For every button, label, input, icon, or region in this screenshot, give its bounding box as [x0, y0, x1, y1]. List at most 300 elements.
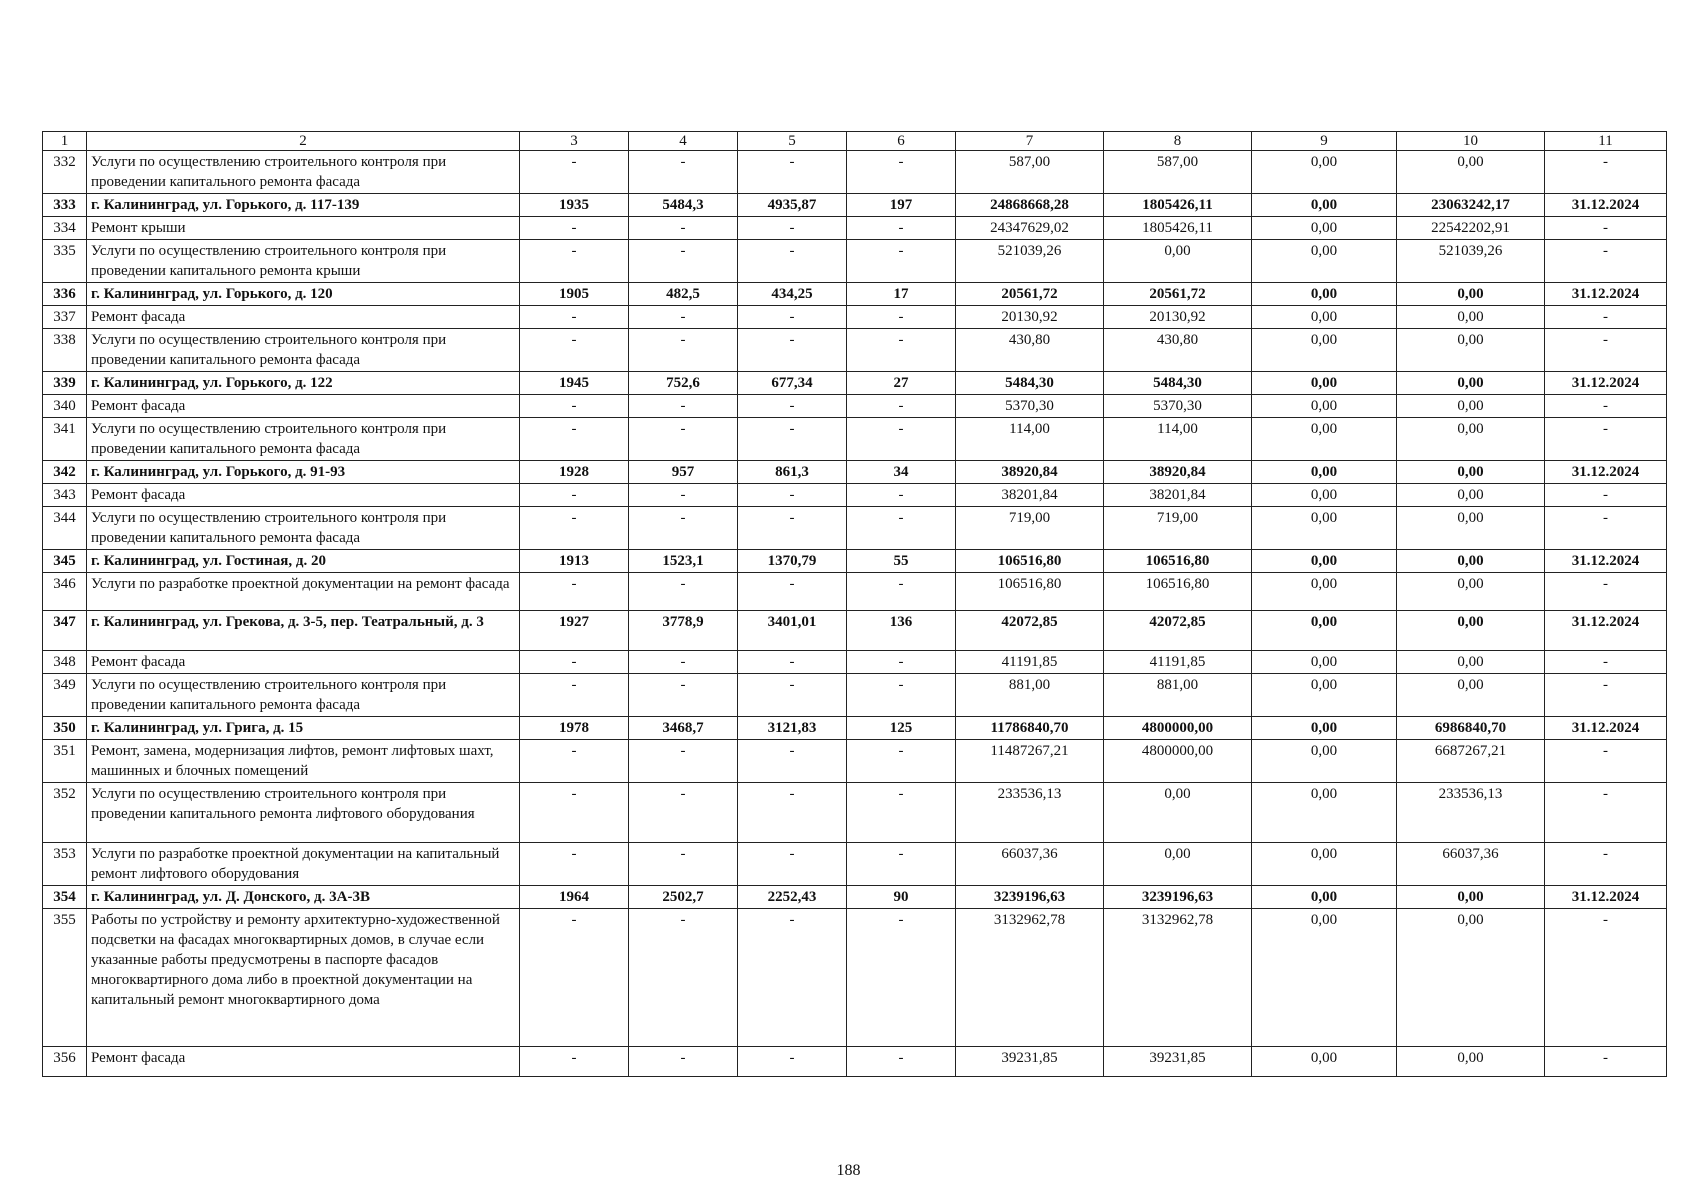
col6-cell: 197 — [847, 194, 956, 217]
description-cell: Услуги по осуществлению строительного контроля при проведении капитального ремонта крыши — [87, 240, 520, 283]
col3-cell: - — [520, 1047, 629, 1077]
col6-cell: 17 — [847, 283, 956, 306]
col11-cell: 31.12.2024 — [1545, 717, 1667, 740]
col4-cell: - — [629, 418, 738, 461]
row-number-cell: 332 — [43, 151, 87, 194]
col5-cell: - — [738, 484, 847, 507]
header-cell-col-9: 9 — [1252, 132, 1397, 151]
work-item-row — [43, 1047, 1667, 1077]
col6-cell: - — [847, 418, 956, 461]
header-cell-col-11: 11 — [1545, 132, 1667, 151]
col11-cell: 31.12.2024 — [1545, 372, 1667, 395]
col4-cell: 3778,9 — [629, 611, 738, 651]
col3-cell: 1935 — [520, 194, 629, 217]
col6-cell: 125 — [847, 717, 956, 740]
col7-cell: 39231,85 — [956, 1047, 1104, 1077]
col10-cell: 0,00 — [1397, 611, 1545, 651]
col4-cell: - — [629, 217, 738, 240]
col6-cell: - — [847, 740, 956, 783]
row-number-cell: 340 — [43, 395, 87, 418]
col3-cell: 1927 — [520, 611, 629, 651]
row-number-cell: 350 — [43, 717, 87, 740]
col9-cell: 0,00 — [1252, 783, 1397, 843]
work-item-row — [43, 418, 1667, 461]
col3-cell: 1905 — [520, 283, 629, 306]
col5-cell: - — [738, 573, 847, 611]
description-cell: Услуги по осуществлению строительного контроля при проведении капитального ремонта фасада — [87, 507, 520, 550]
header-cell-col-4: 4 — [629, 132, 738, 151]
description-cell: Ремонт, замена, модернизация лифтов, ремонт лифтовых шахт, машинных и блочных помещений — [87, 740, 520, 783]
header-cell-col-7: 7 — [956, 132, 1104, 151]
row-number-cell: 354 — [43, 886, 87, 909]
row-number-cell: 348 — [43, 651, 87, 674]
col10-cell: 0,00 — [1397, 909, 1545, 1047]
col9-cell: 0,00 — [1252, 283, 1397, 306]
col6-cell: - — [847, 573, 956, 611]
col6-cell: - — [847, 217, 956, 240]
col5-cell: - — [738, 843, 847, 886]
col9-cell: 0,00 — [1252, 573, 1397, 611]
col9-cell: 0,00 — [1252, 651, 1397, 674]
col8-cell: 1805426,11 — [1104, 194, 1252, 217]
col9-cell: 0,00 — [1252, 484, 1397, 507]
col6-cell: - — [847, 1047, 956, 1077]
col9-cell: 0,00 — [1252, 507, 1397, 550]
description-cell: г. Калининград, ул. Грекова, д. 3-5, пер. Театральный, д. 3 — [87, 611, 520, 651]
col3-cell: - — [520, 573, 629, 611]
col7-cell: 106516,80 — [956, 550, 1104, 573]
col9-cell: 0,00 — [1252, 372, 1397, 395]
col3-cell: - — [520, 651, 629, 674]
col11-cell: - — [1545, 651, 1667, 674]
col9-cell: 0,00 — [1252, 217, 1397, 240]
col10-cell: 0,00 — [1397, 372, 1545, 395]
col3-cell: 1945 — [520, 372, 629, 395]
col7-cell: 38920,84 — [956, 461, 1104, 484]
header-cell-col-1: 1 — [43, 132, 87, 151]
col4-cell: - — [629, 783, 738, 843]
work-item-row — [43, 395, 1667, 418]
col8-cell: 5484,30 — [1104, 372, 1252, 395]
header-cell-col-3: 3 — [520, 132, 629, 151]
description-cell: Ремонт фасада — [87, 306, 520, 329]
col5-cell: 2252,43 — [738, 886, 847, 909]
col8-cell: 20130,92 — [1104, 306, 1252, 329]
address-row — [43, 550, 1667, 573]
col4-cell: - — [629, 329, 738, 372]
col9-cell: 0,00 — [1252, 1047, 1397, 1077]
col8-cell: 0,00 — [1104, 843, 1252, 886]
description-cell: г. Калининград, ул. Гостиная, д. 20 — [87, 550, 520, 573]
col8-cell: 4800000,00 — [1104, 740, 1252, 783]
col3-cell: - — [520, 306, 629, 329]
col7-cell: 11487267,21 — [956, 740, 1104, 783]
col10-cell: 23063242,17 — [1397, 194, 1545, 217]
description-cell: Услуги по осуществлению строительного контроля при проведении капитального ремонта фасада — [87, 329, 520, 372]
col3-cell: - — [520, 418, 629, 461]
col5-cell: - — [738, 1047, 847, 1077]
col3-cell: - — [520, 783, 629, 843]
col3-cell: - — [520, 507, 629, 550]
col5-cell: - — [738, 329, 847, 372]
col10-cell: 0,00 — [1397, 507, 1545, 550]
col4-cell: - — [629, 909, 738, 1047]
col5-cell: - — [738, 507, 847, 550]
col8-cell: 4800000,00 — [1104, 717, 1252, 740]
row-number-cell: 349 — [43, 674, 87, 717]
col3-cell: - — [520, 395, 629, 418]
col7-cell: 38201,84 — [956, 484, 1104, 507]
col6-cell: - — [847, 306, 956, 329]
col6-cell: 27 — [847, 372, 956, 395]
col10-cell: 6986840,70 — [1397, 717, 1545, 740]
col7-cell: 3239196,63 — [956, 886, 1104, 909]
col10-cell: 0,00 — [1397, 151, 1545, 194]
col11-cell: - — [1545, 395, 1667, 418]
col6-cell: - — [847, 329, 956, 372]
description-cell: г. Калининград, ул. Д. Донского, д. 3А-3В — [87, 886, 520, 909]
col10-cell: 233536,13 — [1397, 783, 1545, 843]
col8-cell: 114,00 — [1104, 418, 1252, 461]
col11-cell: - — [1545, 240, 1667, 283]
col8-cell: 38201,84 — [1104, 484, 1252, 507]
col9-cell: 0,00 — [1252, 240, 1397, 283]
row-number-cell: 341 — [43, 418, 87, 461]
row-number-cell: 347 — [43, 611, 87, 651]
row-number-cell: 356 — [43, 1047, 87, 1077]
row-number-cell: 336 — [43, 283, 87, 306]
address-row — [43, 194, 1667, 217]
col8-cell: 42072,85 — [1104, 611, 1252, 651]
col3-cell: 1978 — [520, 717, 629, 740]
col11-cell: - — [1545, 151, 1667, 194]
row-number-cell: 333 — [43, 194, 87, 217]
col8-cell: 3132962,78 — [1104, 909, 1252, 1047]
work-item-row — [43, 484, 1667, 507]
col9-cell: 0,00 — [1252, 329, 1397, 372]
description-cell: Ремонт фасада — [87, 1047, 520, 1077]
col11-cell: - — [1545, 484, 1667, 507]
col10-cell: 0,00 — [1397, 395, 1545, 418]
col3-cell: - — [520, 740, 629, 783]
description-cell: Ремонт крыши — [87, 217, 520, 240]
row-number-cell: 345 — [43, 550, 87, 573]
col11-cell: 31.12.2024 — [1545, 550, 1667, 573]
col8-cell: 41191,85 — [1104, 651, 1252, 674]
col9-cell: 0,00 — [1252, 151, 1397, 194]
col6-cell: - — [847, 843, 956, 886]
col11-cell: 31.12.2024 — [1545, 461, 1667, 484]
description-cell: г. Калининград, ул. Грига, д. 15 — [87, 717, 520, 740]
col6-cell: - — [847, 651, 956, 674]
header-cell-col-10: 10 — [1397, 132, 1545, 151]
header-cell-col-2: 2 — [87, 132, 520, 151]
col10-cell: 66037,36 — [1397, 843, 1545, 886]
col5-cell: - — [738, 418, 847, 461]
col7-cell: 42072,85 — [956, 611, 1104, 651]
col7-cell: 41191,85 — [956, 651, 1104, 674]
col7-cell: 5370,30 — [956, 395, 1104, 418]
row-number-cell: 334 — [43, 217, 87, 240]
col10-cell: 0,00 — [1397, 1047, 1545, 1077]
col5-cell: - — [738, 217, 847, 240]
row-number-cell: 337 — [43, 306, 87, 329]
description-cell: Ремонт фасада — [87, 651, 520, 674]
col4-cell: - — [629, 651, 738, 674]
col4-cell: - — [629, 484, 738, 507]
col4-cell: - — [629, 740, 738, 783]
row-number-cell: 352 — [43, 783, 87, 843]
col4-cell: 1523,1 — [629, 550, 738, 573]
header-cell-col-5: 5 — [738, 132, 847, 151]
col3-cell: - — [520, 151, 629, 194]
address-row — [43, 372, 1667, 395]
work-item-row — [43, 217, 1667, 240]
col3-cell: - — [520, 484, 629, 507]
work-item-row — [43, 507, 1667, 550]
col9-cell: 0,00 — [1252, 395, 1397, 418]
col5-cell: - — [738, 306, 847, 329]
address-row — [43, 283, 1667, 306]
col4-cell: - — [629, 306, 738, 329]
col3-cell: - — [520, 909, 629, 1047]
col10-cell: 0,00 — [1397, 484, 1545, 507]
col5-cell: 4935,87 — [738, 194, 847, 217]
work-item-row — [43, 843, 1667, 886]
col8-cell: 587,00 — [1104, 151, 1252, 194]
header-cell-col-8: 8 — [1104, 132, 1252, 151]
col11-cell: - — [1545, 329, 1667, 372]
col3-cell: 1928 — [520, 461, 629, 484]
header-row — [43, 132, 1667, 151]
row-number-cell: 353 — [43, 843, 87, 886]
description-cell: Услуги по осуществлению строительного контроля при проведении капитального ремонта фасада — [87, 151, 520, 194]
description-cell: Ремонт фасада — [87, 484, 520, 507]
col8-cell: 5370,30 — [1104, 395, 1252, 418]
col4-cell: 3468,7 — [629, 717, 738, 740]
col4-cell: - — [629, 674, 738, 717]
address-row — [43, 461, 1667, 484]
col5-cell: 3121,83 — [738, 717, 847, 740]
col3-cell: 1964 — [520, 886, 629, 909]
col8-cell: 38920,84 — [1104, 461, 1252, 484]
description-cell: г. Калининград, ул. Горького, д. 91-93 — [87, 461, 520, 484]
col11-cell: - — [1545, 217, 1667, 240]
col11-cell: - — [1545, 674, 1667, 717]
col8-cell: 0,00 — [1104, 783, 1252, 843]
col6-cell: 55 — [847, 550, 956, 573]
col8-cell: 39231,85 — [1104, 1047, 1252, 1077]
col8-cell: 3239196,63 — [1104, 886, 1252, 909]
col9-cell: 0,00 — [1252, 194, 1397, 217]
col11-cell: 31.12.2024 — [1545, 283, 1667, 306]
col5-cell: 434,25 — [738, 283, 847, 306]
col7-cell: 11786840,70 — [956, 717, 1104, 740]
col10-cell: 0,00 — [1397, 418, 1545, 461]
row-number-cell: 343 — [43, 484, 87, 507]
work-item-row — [43, 674, 1667, 717]
col3-cell: - — [520, 240, 629, 283]
col4-cell: - — [629, 395, 738, 418]
col4-cell: 482,5 — [629, 283, 738, 306]
col9-cell: 0,00 — [1252, 550, 1397, 573]
col10-cell: 521039,26 — [1397, 240, 1545, 283]
col9-cell: 0,00 — [1252, 843, 1397, 886]
col5-cell: - — [738, 240, 847, 283]
col6-cell: - — [847, 507, 956, 550]
description-cell: г. Калининград, ул. Горького, д. 117-139 — [87, 194, 520, 217]
col4-cell: - — [629, 573, 738, 611]
work-item-row — [43, 306, 1667, 329]
address-row — [43, 717, 1667, 740]
description-cell: г. Калининград, ул. Горького, д. 122 — [87, 372, 520, 395]
row-number-cell: 335 — [43, 240, 87, 283]
description-cell: Ремонт фасада — [87, 395, 520, 418]
col4-cell: 2502,7 — [629, 886, 738, 909]
col6-cell: 90 — [847, 886, 956, 909]
work-item-row — [43, 783, 1667, 843]
address-row — [43, 886, 1667, 909]
col6-cell: - — [847, 151, 956, 194]
description-cell: Услуги по разработке проектной документации на капитальный ремонт лифтового оборудования — [87, 843, 520, 886]
work-item-row — [43, 329, 1667, 372]
col9-cell: 0,00 — [1252, 461, 1397, 484]
description-cell: Услуги по осуществлению строительного контроля при проведении капитального ремонта лифтового оборудования — [87, 783, 520, 843]
col11-cell: 31.12.2024 — [1545, 194, 1667, 217]
col11-cell: - — [1545, 1047, 1667, 1077]
col10-cell: 0,00 — [1397, 674, 1545, 717]
description-cell: Услуги по осуществлению строительного контроля при проведении капитального ремонта фасада — [87, 674, 520, 717]
col8-cell: 0,00 — [1104, 240, 1252, 283]
col9-cell: 0,00 — [1252, 886, 1397, 909]
col6-cell: - — [847, 783, 956, 843]
col9-cell: 0,00 — [1252, 740, 1397, 783]
col6-cell: 136 — [847, 611, 956, 651]
col7-cell: 20130,92 — [956, 306, 1104, 329]
col5-cell: - — [738, 783, 847, 843]
col11-cell: - — [1545, 909, 1667, 1047]
col11-cell: - — [1545, 418, 1667, 461]
col11-cell: - — [1545, 740, 1667, 783]
col11-cell: 31.12.2024 — [1545, 611, 1667, 651]
col11-cell: - — [1545, 573, 1667, 611]
col9-cell: 0,00 — [1252, 418, 1397, 461]
col9-cell: 0,00 — [1252, 306, 1397, 329]
col6-cell: - — [847, 395, 956, 418]
work-item-row — [43, 151, 1667, 194]
col7-cell: 66037,36 — [956, 843, 1104, 886]
col10-cell: 0,00 — [1397, 573, 1545, 611]
data-table — [42, 131, 1667, 1077]
address-row — [43, 611, 1667, 651]
col4-cell: 752,6 — [629, 372, 738, 395]
work-item-row — [43, 240, 1667, 283]
work-item-row — [43, 909, 1667, 1047]
col5-cell: - — [738, 395, 847, 418]
col4-cell: - — [629, 1047, 738, 1077]
col5-cell: - — [738, 909, 847, 1047]
col10-cell: 0,00 — [1397, 886, 1545, 909]
col11-cell: - — [1545, 843, 1667, 886]
description-cell: Услуги по разработке проектной документации на ремонт фасада — [87, 573, 520, 611]
col11-cell: - — [1545, 507, 1667, 550]
col8-cell: 20561,72 — [1104, 283, 1252, 306]
col10-cell: 0,00 — [1397, 283, 1545, 306]
col11-cell: - — [1545, 783, 1667, 843]
col6-cell: - — [847, 909, 956, 1047]
row-number-cell: 342 — [43, 461, 87, 484]
col7-cell: 106516,80 — [956, 573, 1104, 611]
row-number-cell: 344 — [43, 507, 87, 550]
work-item-row — [43, 740, 1667, 783]
col10-cell: 22542202,91 — [1397, 217, 1545, 240]
col8-cell: 106516,80 — [1104, 573, 1252, 611]
col7-cell: 5484,30 — [956, 372, 1104, 395]
col11-cell: 31.12.2024 — [1545, 886, 1667, 909]
col7-cell: 114,00 — [956, 418, 1104, 461]
col9-cell: 0,00 — [1252, 717, 1397, 740]
col7-cell: 20561,72 — [956, 283, 1104, 306]
col10-cell: 6687267,21 — [1397, 740, 1545, 783]
col3-cell: - — [520, 674, 629, 717]
col8-cell: 430,80 — [1104, 329, 1252, 372]
description-cell: г. Калининград, ул. Горького, д. 120 — [87, 283, 520, 306]
col4-cell: - — [629, 507, 738, 550]
col6-cell: - — [847, 484, 956, 507]
col7-cell: 881,00 — [956, 674, 1104, 717]
col10-cell: 0,00 — [1397, 306, 1545, 329]
col11-cell: - — [1545, 306, 1667, 329]
col5-cell: 861,3 — [738, 461, 847, 484]
col7-cell: 233536,13 — [956, 783, 1104, 843]
col5-cell: 3401,01 — [738, 611, 847, 651]
col7-cell: 24347629,02 — [956, 217, 1104, 240]
description-cell: Работы по устройству и ремонту архитектурно-художественной подсветки на фасадах многоквартирных домов, в случае если указанные работы предусмотрены в паспорте фасадов многоквартирного дома либо в проектной документации на капитальный ремонт многоквартирного дома — [87, 909, 520, 1047]
col3-cell: - — [520, 217, 629, 240]
col6-cell: 34 — [847, 461, 956, 484]
col9-cell: 0,00 — [1252, 909, 1397, 1047]
page-number: 188 — [836, 1162, 861, 1179]
col10-cell: 0,00 — [1397, 329, 1545, 372]
col5-cell: 677,34 — [738, 372, 847, 395]
col4-cell: 5484,3 — [629, 194, 738, 217]
col7-cell: 719,00 — [956, 507, 1104, 550]
col4-cell: - — [629, 843, 738, 886]
col7-cell: 24868668,28 — [956, 194, 1104, 217]
col7-cell: 430,80 — [956, 329, 1104, 372]
row-number-cell: 339 — [43, 372, 87, 395]
col10-cell: 0,00 — [1397, 651, 1545, 674]
col5-cell: 1370,79 — [738, 550, 847, 573]
col4-cell: 957 — [629, 461, 738, 484]
col8-cell: 719,00 — [1104, 507, 1252, 550]
col10-cell: 0,00 — [1397, 550, 1545, 573]
col3-cell: 1913 — [520, 550, 629, 573]
header-cell-col-6: 6 — [847, 132, 956, 151]
col8-cell: 106516,80 — [1104, 550, 1252, 573]
col5-cell: - — [738, 740, 847, 783]
col8-cell: 881,00 — [1104, 674, 1252, 717]
col9-cell: 0,00 — [1252, 674, 1397, 717]
work-item-row — [43, 573, 1667, 611]
col5-cell: - — [738, 674, 847, 717]
description-cell: Услуги по осуществлению строительного контроля при проведении капитального ремонта фасада — [87, 418, 520, 461]
col5-cell: - — [738, 651, 847, 674]
col4-cell: - — [629, 151, 738, 194]
row-number-cell: 351 — [43, 740, 87, 783]
col4-cell: - — [629, 240, 738, 283]
col6-cell: - — [847, 674, 956, 717]
